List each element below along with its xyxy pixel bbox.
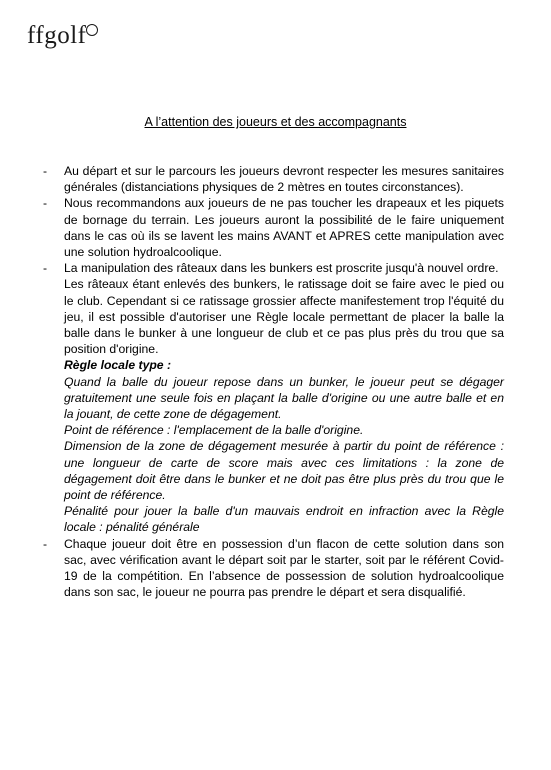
bullet-text: Chaque joueur doit être en possession d’un flacon de cette solution dans son sac, avec vérification avant le départ soit par le starter, soit par le référent Covid-19 de la compétition. En l’absence de possession de solution hydroalcoolique dans son sac, le joueur ne pourra pas prendre le départ et sera disqualifié.: [64, 536, 504, 600]
page-title: A l’attention des joueurs et des accompagnants: [144, 115, 407, 129]
bullet-text: Nous recommandons aux joueurs de ne pas toucher les drapeaux et les piquets de bornage du terrain. Les joueurs auront la possibilité de le faire uniquement dans le cas où ils se lavent les mains AVANT et APRES cette manipulation avec une solution hydroalcoolique.: [64, 196, 504, 260]
dash-bullet: -: [43, 164, 48, 178]
penalty-text: Pénalité pour jouer la balle d'un mauvais endroit en infraction avec la Règle locale : pénalité générale: [64, 504, 504, 535]
list-item: [43, 536, 504, 601]
registered-mark-icon: [86, 24, 98, 36]
list-item: [43, 195, 504, 260]
dash-bullet: -: [43, 261, 48, 276]
reference-point-text: Point de référence : l'emplacement de la balle d'origine.: [64, 423, 364, 438]
bunker-paragraph: Les râteaux étant enlevés des bunkers, le ratissage doit se faire avec le pied ou le club. Cependant si ce ratissage grossier affecte manifestement trop l'équité du jeu, il est possible d'autoriser une Règle locale permettant de placer la balle la balle dans le bunker à une longueur de club et ce pas plus près du trou que sa position d'origine.: [64, 277, 504, 357]
document-body: [43, 163, 504, 600]
local-rule-text: Quand la balle du joueur repose dans un bunker, le joueur peut se dégager gratuitement une seule fois en plaçant la balle d'origine ou une autre balle et en la jouant, de cette zone de dégagement.: [64, 374, 504, 422]
bullet-text: La manipulation des râteaux dans les bunkers est proscrite jusqu'à nouvel ordre.: [64, 261, 499, 276]
ffgolf-logo: [27, 22, 86, 50]
list-item: [43, 163, 504, 195]
logo-text: ffgolf: [27, 22, 87, 49]
bullet-text: Au départ et sur le parcours les joueurs devront respecter les mesures sanitaires générales (distanciations physiques de 2 mètres en toutes circonstances).: [64, 164, 504, 195]
local-rule-heading: Règle locale type :: [64, 358, 172, 373]
relief-area-text: Dimension de la zone de dégagement mesurée à partir du point de référence : une longueur de carte de score mais avec ces limitations : la zone de dégagement doit être dans le bunker et ne doit pas être plus près du trou que le point de référence.: [64, 439, 504, 503]
dash-bullet: -: [43, 536, 48, 551]
dash-bullet: -: [43, 196, 48, 211]
list-item: [43, 260, 504, 535]
